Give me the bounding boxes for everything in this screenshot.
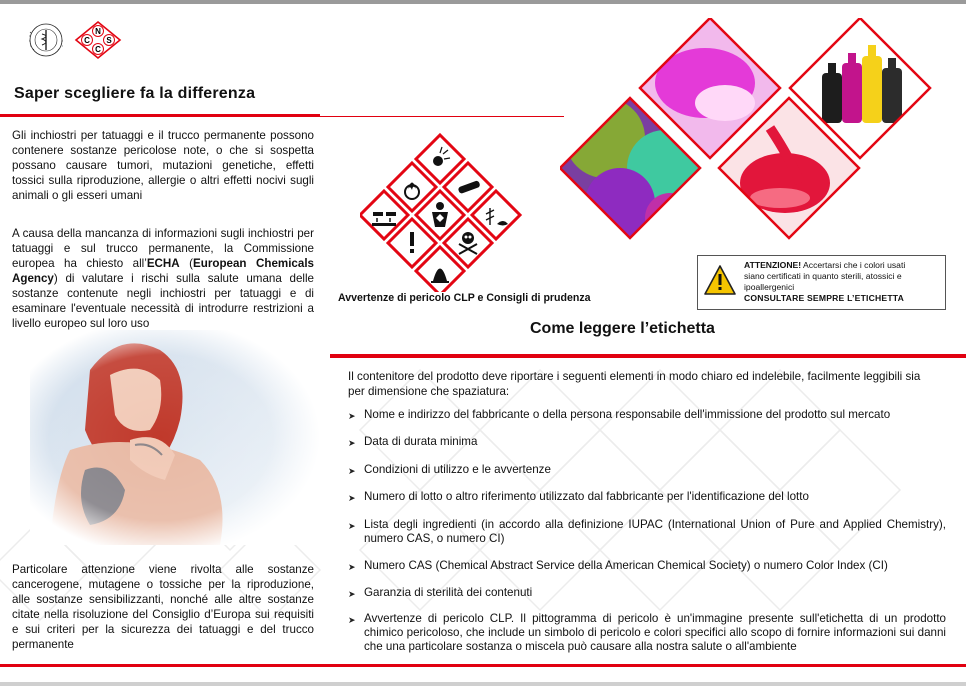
warning-text-line2: siano certificati in quanto sterili, atossici e ipoallergenici [744,271,902,292]
clp-hazard-pictograms [360,132,560,292]
paragraph-attention: Particolare attenzione viene rivolta alle sostanze cancerogene, mutagene o tossiche per la riproduzione, alle sostanze sensibilizzanti, nonché alle altre sostanze citate nella risoluzione del Consiglio d’Europa sui requisiti e sui criteri per la sicurezza dei tatuaggi e del trucco permanente [12,563,314,651]
left-heading-rule-extension [320,116,564,117]
bottom-border [0,682,966,686]
warning-footer: CONSULTARE SEMPRE L’ETICHETTA [744,293,905,303]
ink-photos-cluster [560,18,960,246]
iss-logo [24,22,68,58]
label-elements-list [348,408,946,654]
tattooed-woman-photo [30,330,320,545]
list-item: ➤ Avvertenze di pericolo CLP. Il pittogramma di pericolo è un'immagine presente sull'etichetta di un prodotto chimico pericoloso, che include un simbolo di pericolo e colori specifici allo scopo di fornire informazioni sui danni che una particolare sostanza o miscela può causare alla nostra salute o all'ambiente [348,612,946,653]
list-item: ➤ Condizioni di utilizzo e le avvertenze [348,463,551,476]
paragraph-risks: Gli inchiostri per tatuaggi e il trucco permanente possono contenere sostanze pericolose note, o che si sospetta possano causare tumori, mutazioni genetiche, effetti tossici sulla riproduzione, allergie o altri effetti nocivi sugli animali o gli esseri umani [12,129,314,202]
right-heading-rule [330,354,966,358]
arrow-bullet-icon: ➤ [348,411,356,421]
right-heading: Come leggere l’etichetta [530,320,715,337]
warning-triangle-icon [703,264,737,296]
left-heading-rule [0,114,320,117]
list-item: ➤ Data di durata minima [348,435,478,448]
warning-text [744,260,942,304]
label-intro: Il contenitore del prodotto deve riportare i seguenti elementi in modo chiaro ed indelebile, facilmente leggibili sia per dimensione che spaziatura: [348,370,921,398]
hazard-caption: Avvertenze di pericolo CLP e Consigli di prudenza [338,292,591,304]
arrow-bullet-icon: ➤ [348,493,356,503]
list-item: ➤ Lista degli ingredienti (in accordo alla definizione IUPAC (International Union of Pure and Applied Chemistry), numero CAS, o numero CI) [348,518,946,545]
exclamation-mark-icon [410,232,414,253]
arrow-bullet-icon: ➤ [348,562,356,572]
warning-title: ATTENZIONE! [744,260,802,270]
cnsc-letter: C [95,45,101,54]
list-item: ➤ Garanzia di sterilità dei contenuti [348,586,533,599]
cnsc-letter: S [106,36,112,45]
list-item: ➤ Numero CAS (Chemical Abstract Service della American Chemical Society) o numero Color Index (CI) [348,559,888,572]
top-border [0,0,966,4]
left-heading: Saper scegliere fa la differenza [14,85,256,102]
arrow-bullet-icon: ➤ [348,589,356,599]
list-item: ➤ Nome e indirizzo del fabbricante o della persona responsabile dell'immissione del prodotto sul mercato [348,408,891,421]
warning-box [697,255,946,310]
arrow-bullet-icon: ➤ [348,466,356,476]
cnsc-logo [72,20,124,60]
list-item: ➤ Numero di lotto o altro riferimento utilizzato dal fabbricante per l'identificazione del lotto [348,490,809,503]
warning-text-line1: Accertarsi che i colori usati [801,260,906,270]
bottom-rule [0,664,966,667]
arrow-bullet-icon: ➤ [348,438,356,448]
cnsc-letter: N [95,27,101,36]
arrow-bullet-icon: ➤ [348,521,356,531]
echa-acronym: ECHA [146,257,180,270]
cnsc-letter: C [84,36,90,45]
paragraph-echa: A causa della mancanza di informazioni sugli inchiostri per tatuaggi e sul trucco permanente, la Commissione europea ha chiesto all’ECHA (European Chemicals Agency) di valutare i rischi sulla salute umana delle sostanze contenute negli inchiostri per tatuaggi e di esaminare l'eventuale necessità di introdurre restrizioni a livello europeo sul loro uso [12,227,314,330]
echa-full-name: European Chemicals Agency [12,257,314,285]
arrow-bullet-icon: ➤ [348,615,356,625]
